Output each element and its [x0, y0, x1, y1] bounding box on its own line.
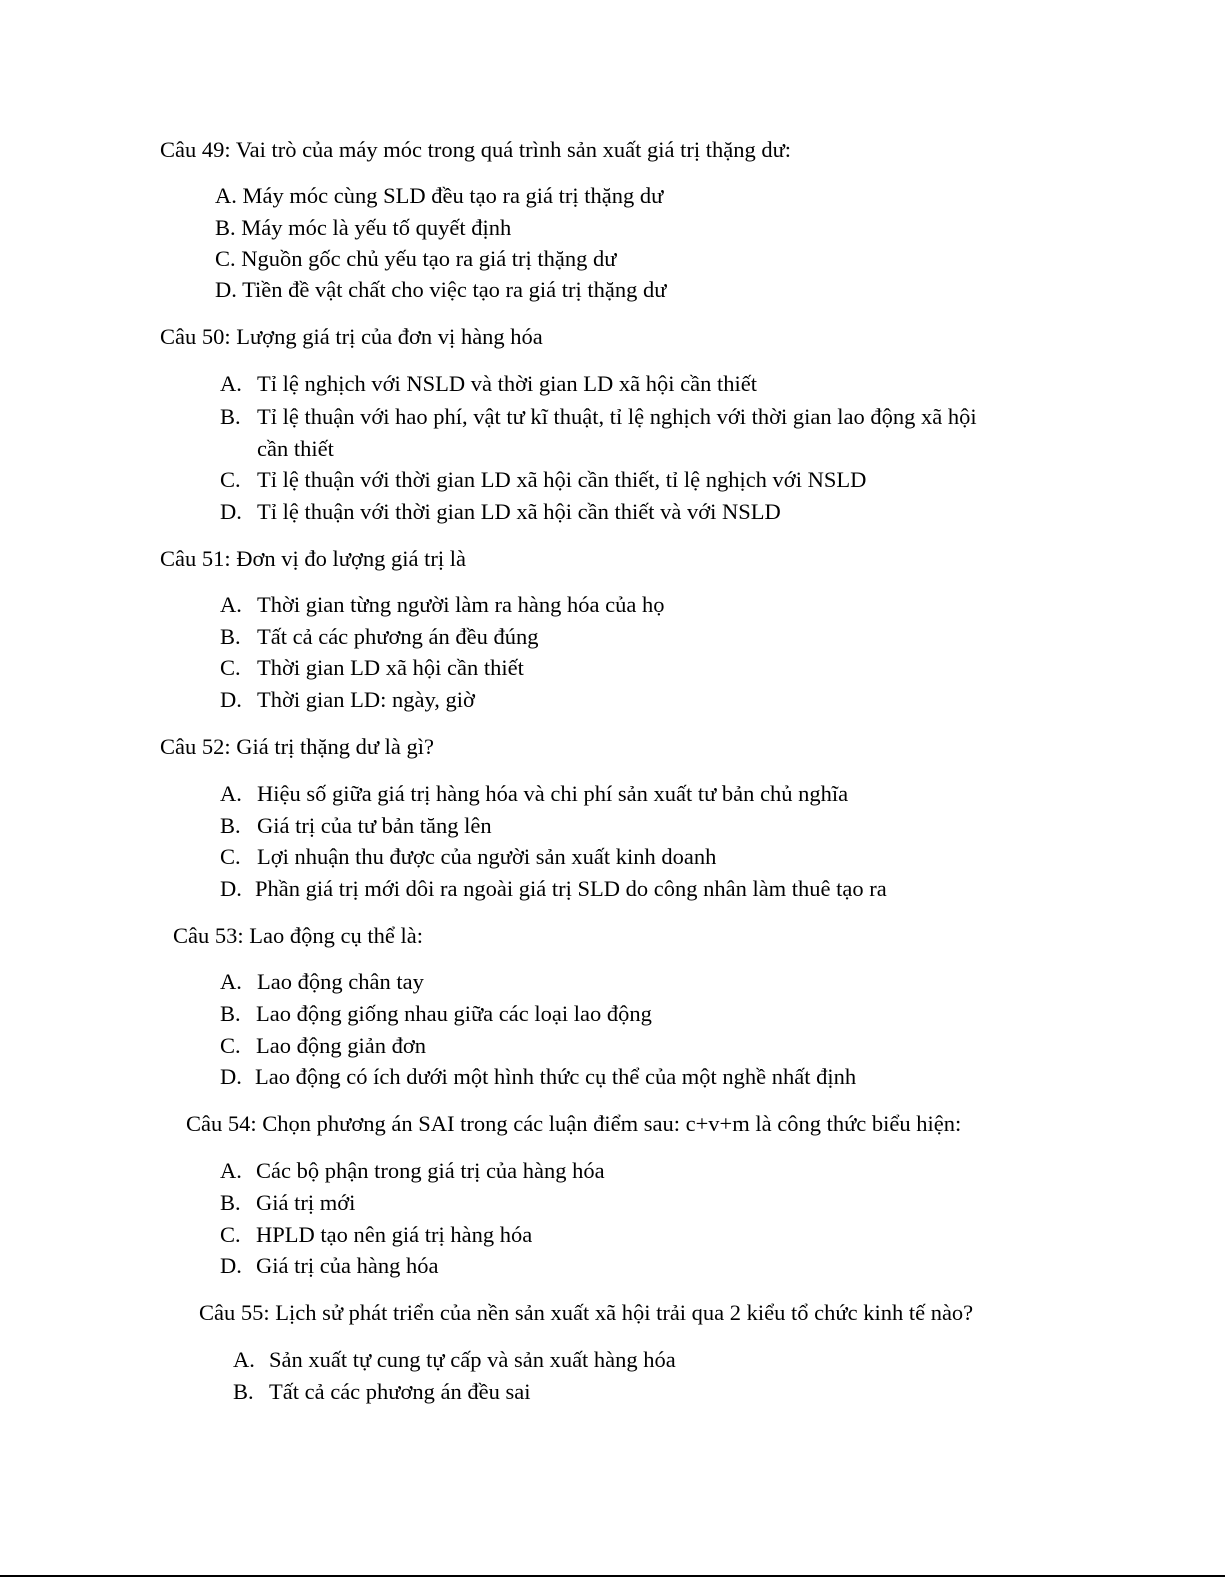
answer-option [233, 1349, 676, 1372]
option-letter: A. [215, 183, 237, 208]
question-title: Câu 52: Giá trị thặng dư là gì? [160, 734, 435, 759]
option-letter: D. [220, 1253, 242, 1278]
option-letter: D. [220, 876, 242, 901]
option-text: Tỉ lệ thuận với thời gian LD xã hội cần thiết và với NSLD [257, 499, 781, 524]
option-text: Nguồn gốc chủ yếu tạo ra giá trị thặng dư [241, 246, 617, 271]
option-letter: C. [220, 1033, 241, 1058]
question-title: Câu 54: Chọn phương án SAI trong các luận điểm sau: c+v+m là công thức biểu hiện: [186, 1111, 962, 1136]
question-title: Câu 53: Lao động cụ thể là: [173, 923, 423, 948]
answer-option [220, 1224, 532, 1247]
option-letter: A. [220, 781, 242, 806]
option-text: Lợi nhuận thu được của người sản xuất kinh doanh [257, 844, 717, 869]
answer-option [233, 1381, 530, 1404]
option-text: Tất cả các phương án đều sai [269, 1379, 531, 1404]
option-text: Giá trị của tư bản tăng lên [257, 813, 492, 838]
question-title: Câu 50: Lượng giá trị của đơn vị hàng hóa [160, 324, 543, 349]
option-letter: D. [215, 277, 237, 302]
option-text: Tỉ lệ nghịch với NSLD và thời gian LD xã hội cần thiết [257, 371, 757, 396]
option-text: Hiệu số giữa giá trị hàng hóa và chi phí sản xuất tư bản chủ nghĩa [257, 781, 849, 806]
option-text: Lao động có ích dưới một hình thức cụ thể của một nghề nhất định [255, 1064, 857, 1089]
answer-option [220, 815, 492, 838]
answer-option [220, 689, 475, 712]
option-text: Giá trị của hàng hóa [256, 1253, 439, 1278]
option-text: Tỉ lệ thuận với thời gian LD xã hội cần thiết, tỉ lệ nghịch với NSLD [257, 467, 867, 492]
option-letter: B. [220, 404, 241, 429]
answer-option-continuation: cần thiết [257, 436, 334, 461]
answer-option [220, 626, 538, 649]
option-letter: C. [220, 844, 241, 869]
option-letter: B. [233, 1379, 254, 1404]
option-letter: D. [220, 687, 242, 712]
answer-option [220, 1003, 652, 1026]
option-text: Máy móc cùng SLD đều tạo ra giá trị thặng dư [242, 183, 664, 208]
option-text: Tiền đề vật chất cho việc tạo ra giá trị thặng dư [242, 277, 667, 302]
option-letter: B. [220, 1001, 241, 1026]
answer-option [220, 501, 781, 524]
answer-option [220, 406, 977, 429]
option-letter: B. [215, 215, 236, 240]
option-text: Lao động chân tay [257, 969, 424, 994]
option-text: Sản xuất tự cung tự cấp và sản xuất hàng hóa [269, 1347, 676, 1372]
option-text: Tất cả các phương án đều đúng [257, 624, 539, 649]
answer-option [220, 1035, 426, 1058]
option-text: Lao động giống nhau giữa các loại lao động [256, 1001, 652, 1026]
question-title: Câu 55: Lịch sử phát triển của nền sản xuất xã hội trải qua 2 kiểu tổ chức kinh tế nào? [199, 1300, 974, 1325]
answer-option [220, 1066, 856, 1089]
option-letter: A. [233, 1347, 255, 1372]
option-letter: C. [215, 246, 236, 271]
option-letter: C. [220, 655, 241, 680]
option-text: Thời gian từng người làm ra hàng hóa của họ [257, 592, 665, 617]
option-letter: B. [220, 624, 241, 649]
answer-option [220, 971, 424, 994]
question-title: Câu 49: Vai trò của máy móc trong quá trình sản xuất giá trị thặng dư: [160, 137, 792, 162]
option-letter: B. [220, 813, 241, 838]
option-text: Máy móc là yếu tố quyết định [241, 215, 512, 240]
answer-option [220, 1160, 605, 1183]
option-text: Các bộ phận trong giá trị của hàng hóa [256, 1158, 605, 1183]
option-text: Lao động giản đơn [256, 1033, 426, 1058]
answer-option [220, 783, 848, 806]
answer-option [220, 878, 887, 901]
answer-option [220, 594, 664, 617]
page-bottom-divider [0, 1575, 1225, 1577]
option-letter: A. [220, 969, 242, 994]
option-letter: A. [220, 371, 242, 396]
option-text: Phần giá trị mới dôi ra ngoài giá trị SLD do công nhân làm thuê tạo ra [255, 876, 887, 901]
answer-option [215, 279, 666, 302]
option-text: Thời gian LD xã hội cần thiết [257, 655, 524, 680]
answer-option [220, 469, 866, 492]
option-text: Thời gian LD: ngày, giờ [257, 687, 475, 712]
answer-option [220, 657, 524, 680]
answer-option [215, 248, 616, 271]
option-letter: A. [220, 1158, 242, 1183]
option-letter: C. [220, 1222, 241, 1247]
answer-option [215, 185, 663, 208]
answer-option [220, 1255, 438, 1278]
answer-option [220, 846, 716, 869]
answer-option [220, 1192, 355, 1215]
option-text: HPLD tạo nên giá trị hàng hóa [256, 1222, 533, 1247]
option-text: Tỉ lệ thuận với hao phí, vật tư kĩ thuật, tỉ lệ nghịch với thời gian lao động xã hội [257, 404, 977, 429]
option-letter: A. [220, 592, 242, 617]
option-letter: D. [220, 499, 242, 524]
option-letter: D. [220, 1064, 242, 1089]
answer-option [215, 217, 511, 240]
question-title: Câu 51: Đơn vị đo lượng giá trị là [160, 546, 466, 571]
option-text: Giá trị mới [256, 1190, 356, 1215]
answer-option [220, 373, 757, 396]
option-letter: B. [220, 1190, 241, 1215]
option-letter: C. [220, 467, 241, 492]
